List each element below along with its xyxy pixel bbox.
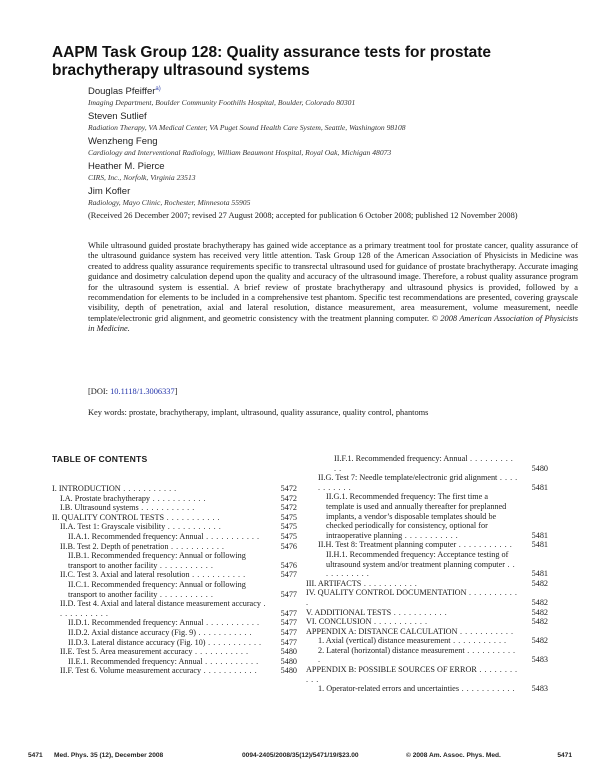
toc-entry[interactable] [306,579,548,589]
toc-entry[interactable] [52,532,297,542]
toc-entry[interactable] [52,647,297,657]
author-name: Jim Kofler [88,186,131,198]
toc-entry-title: 2. Lateral (horizontal) distance measurement . . . . . . . . . . . [318,645,516,665]
toc-entry-title: II.B. Test 2. Depth of penetration . . . . . . . . . . . [60,541,225,551]
author-name: Steven Sutlief [88,111,147,123]
toc-entry-title: 1. Axial (vertical) distance measurement . . . . . . . . . . . [318,636,507,646]
toc-entry-title: IV. QUALITY CONTROL DOCUMENTATION . . . . . . . . . . . [306,588,518,607]
toc-heading: TABLE OF CONTENTS [52,454,148,464]
toc-entry-title: II.D.3. Lateral distance accuracy (Fig. 10) . . . . . . . . . . . [68,637,262,647]
toc-entry-page: 5482 [531,578,548,588]
toc-entry-title: II.D. Test 4. Axial and lateral distance measurement accuracy . . . . . . . . . . . [60,599,267,618]
toc-entry-page: 5475 [280,522,297,532]
toc-entry[interactable] [52,542,297,552]
toc-entry-title: II.F. Test 6. Volume measurement accuracy . . . . . . . . . . . [60,666,258,676]
toc-entry-title: V. ADDITIONAL TESTS . . . . . . . . . . . [306,607,448,617]
toc-entry-page: 5480 [280,656,297,666]
toc-entry-title: II.F.1. Recommended frequency: Annual . . . . . . . . . . . [334,454,514,473]
toc-entry-page: 5482 [531,607,548,617]
toc-entry[interactable] [52,638,297,648]
toc-entry-page: 5476 [280,560,297,570]
toc-entry-title: III. ARTIFACTS . . . . . . . . . . . [306,578,418,588]
toc-entry[interactable] [52,522,297,532]
toc-entry[interactable] [52,513,297,523]
toc-entry-page: 5481 [531,569,548,579]
toc-entry[interactable] [306,550,548,579]
toc-entry-page: 5472 [280,493,297,503]
toc-entry-page: 5482 [531,636,548,646]
toc-entry-page: 5475 [280,512,297,522]
toc-entry[interactable] [52,628,297,638]
toc-entry[interactable] [306,684,548,694]
toc-entry-title: II.H.1. Recommended frequency: Acceptance testing of ultrasound system and/or treatment planning computer . . . . . . . . . . . [326,549,516,579]
toc-entry[interactable] [306,492,548,540]
toc-entry[interactable] [52,494,297,504]
toc-entry-page: 5472 [280,503,297,513]
author [88,186,578,208]
article-title: AAPM Task Group 128: Quality assurance tests for prostate brachytherapy ultrasound systems [52,44,492,79]
toc-entry-page: 5475 [280,531,297,541]
author-footnote-link[interactable]: a) [155,86,161,92]
footer-page-right: 5471 [557,752,572,759]
toc-entry-title: I.A. Prostate brachytherapy . . . . . . . . . . . [60,493,207,503]
toc-right-column [306,454,548,694]
toc-entry-title: II.D.1. Recommended frequency: Annual . . . . . . . . . . . [68,618,260,628]
toc-entry-title: II.H. Test 8: Treatment planning computer . . . . . . . . . . . [318,540,513,550]
author-name: Douglas Pfeiffer [88,86,156,98]
abstract-copyright: © 2008 American Association of Physicists in Medicine. [88,313,578,334]
toc-entry-title: I. INTRODUCTION . . . . . . . . . . . [52,484,177,493]
toc-entry[interactable] [52,484,297,494]
author [88,136,578,158]
toc-entry-title: II.C.1. Recommended frequency: Annual or following transport to another facility . . . . . . . . . . . [68,579,246,599]
toc-entry-title: II.E.1. Recommended frequency: Annual . . . . . . . . . . . [68,656,259,666]
footer-issn: 0094-2405/2008/35(12)/5471/19/$23.00 [242,752,359,759]
toc-entry-page: 5481 [531,530,548,540]
toc-entry[interactable] [306,636,548,646]
doi-line: [DOI: 10.1118/1.3006337] [88,387,178,396]
toc-entry-title: VI. CONCLUSION . . . . . . . . . . . [306,617,428,627]
footer-copyright: © 2008 Am. Assoc. Phys. Med. [406,752,501,759]
toc-entry-title: II.A.1. Recommended frequency: Annual . . . . . . . . . . . [68,531,260,541]
toc-left-column [52,484,297,676]
author-affiliation: Radiology, Mayo Clinic, Rochester, Minnesota 55905 [88,198,251,208]
toc-entry[interactable] [52,551,297,570]
toc-entry[interactable] [306,454,548,473]
toc-entry-page: 5480 [280,666,297,676]
toc-entry-page: 5477 [280,627,297,637]
toc-entry-page: 5482 [531,617,548,627]
toc-entry[interactable] [52,580,297,599]
toc-entry-title: II.B.1. Recommended frequency: Annual or following transport to another facility . . . . . . . . . . . [68,551,246,570]
author-affiliation: Radiation Therapy, VA Medical Center, VA Puget Sound Health Care System, Seattle, Washington 98108 [88,123,406,133]
toc-entry-title: II. QUALITY CONTROL TESTS . . . . . . . . . . . [52,512,221,522]
toc-entry[interactable] [52,657,297,667]
toc-entry-page: 5481 [531,482,548,492]
toc-entry-page: 5482 [531,597,548,607]
footer-page-left: 5471 [28,752,43,759]
abstract-text: While ultrasound guided prostate brachytherapy has gained wide acceptance as a primary treatment tool for prostate cancer, quality assurance of the ultrasound guidance system has received very little attention. Task Group 128 of the American Association of Physicists in Medicine was created to address quality assurance requirements specific to transrectal ultrasound used for guidance of prostate brachytherapy. Accurate imaging guidance and dosimetry calculation depend upon the quality and accuracy of the ultrasound image. Therefore, a robust quality assurance program for the ultrasound system is essential. A brief review of prostate brachytherapy and ultrasound physics is provided, followed by a recommendation for elements to be included in a comprehensive test phantom. Specific test recommendations are presented, covering grayscale visibility, depth of penetration, axial and lateral resolution, distance measurement, area measurement, volume measurement, needle template/electronic grid alignment, and geometric consistency with the treatment planning computer. [88,241,578,323]
toc-entry-page: 5480 [280,647,297,657]
author-affiliation: Imaging Department, Boulder Community Foothills Hospital, Boulder, Colorado 80301 [88,98,356,108]
toc-entry[interactable] [306,588,548,607]
toc-entry-title: I.B. Ultrasound systems . . . . . . . . . . . [60,503,195,513]
author-name: Heather M. Pierce [88,161,165,173]
toc-entry-title: II.G.1. Recommended frequency: The first time a template is used and annually thereafter for preplanned implants, a vendor’s disposable templates should be checked periodically for consistency, optional for intraoperative planning . . . . . . . . . . . [326,492,507,540]
toc-entry-page: 5472 [280,484,297,493]
toc-entry-page: 5483 [531,655,548,665]
toc-entry-title: 1. Operator-related errors and uncertainties . . . . . . . . . . . [318,684,516,694]
author-list [88,83,578,211]
toc-entry-page: 5483 [531,684,548,694]
toc-entry-title: II.A. Test 1: Grayscale visibility . . . . . . . . . . . [60,522,222,532]
footer-journal: Med. Phys. 35 (12), December 2008 [54,752,164,759]
author-affiliation: CIRS, Inc., Norfolk, Virginia 23513 [88,173,196,183]
toc-entry-title: II.D.2. Axial distance accuracy (Fig. 9) . . . . . . . . . . . [68,627,253,637]
toc-entry[interactable] [52,666,297,676]
toc-entry[interactable] [306,540,548,550]
received-dates: (Received 26 December 2007; revised 27 August 2008; accepted for publication 6 October 2008; published 12 November 2008) [88,211,518,220]
toc-entry[interactable] [52,503,297,513]
author-name: Wenzheng Feng [88,136,158,148]
toc-entry-page: 5477 [280,618,297,628]
toc-entry-title: II.G. Test 7: Needle template/electronic grid alignment . . . . . . . . . . . [318,473,518,492]
toc-entry[interactable] [306,665,548,684]
toc-entry[interactable] [52,599,297,618]
doi-link[interactable]: 10.1118/1.3006337 [110,387,175,396]
toc-entry-title: APPENDIX A: DISTANCE CALCULATION . . . . . . . . . . . [306,626,514,636]
toc-entry-page: 5477 [280,637,297,647]
toc-entry-page: 5477 [280,608,297,618]
toc-entry-page: 5480 [531,463,548,473]
toc-entry[interactable] [306,627,548,637]
toc-entry[interactable] [52,570,297,580]
toc-entry-title: II.C. Test 3. Axial and lateral resolution . . . . . . . . . . . [60,570,246,580]
toc-entry-page: 5477 [280,589,297,599]
abstract [88,241,578,335]
toc-entry[interactable] [306,646,548,665]
toc-entry-page: 5476 [280,541,297,551]
author [88,161,578,183]
toc-entry[interactable] [306,608,548,618]
keywords: Key words: prostate, brachytherapy, implant, ultrasound, quality assurance, quality control, phantoms [88,408,429,417]
toc-entry[interactable] [306,473,548,492]
toc-entry-title: APPENDIX B: POSSIBLE SOURCES OF ERROR . . . . . . . . . . . [306,665,518,684]
toc-entry-page: 5477 [280,570,297,580]
toc-entry-page: 5481 [531,540,548,550]
author-affiliation: Cardiology and Interventional Radiology, William Beaumont Hospital, Royal Oak, Michigan 48073 [88,148,392,158]
toc-entry-title: II.E. Test 5. Area measurement accuracy . . . . . . . . . . . [60,647,249,657]
toc-entry[interactable] [306,617,548,627]
author [88,83,578,108]
toc-entry[interactable] [52,618,297,628]
author [88,111,578,133]
